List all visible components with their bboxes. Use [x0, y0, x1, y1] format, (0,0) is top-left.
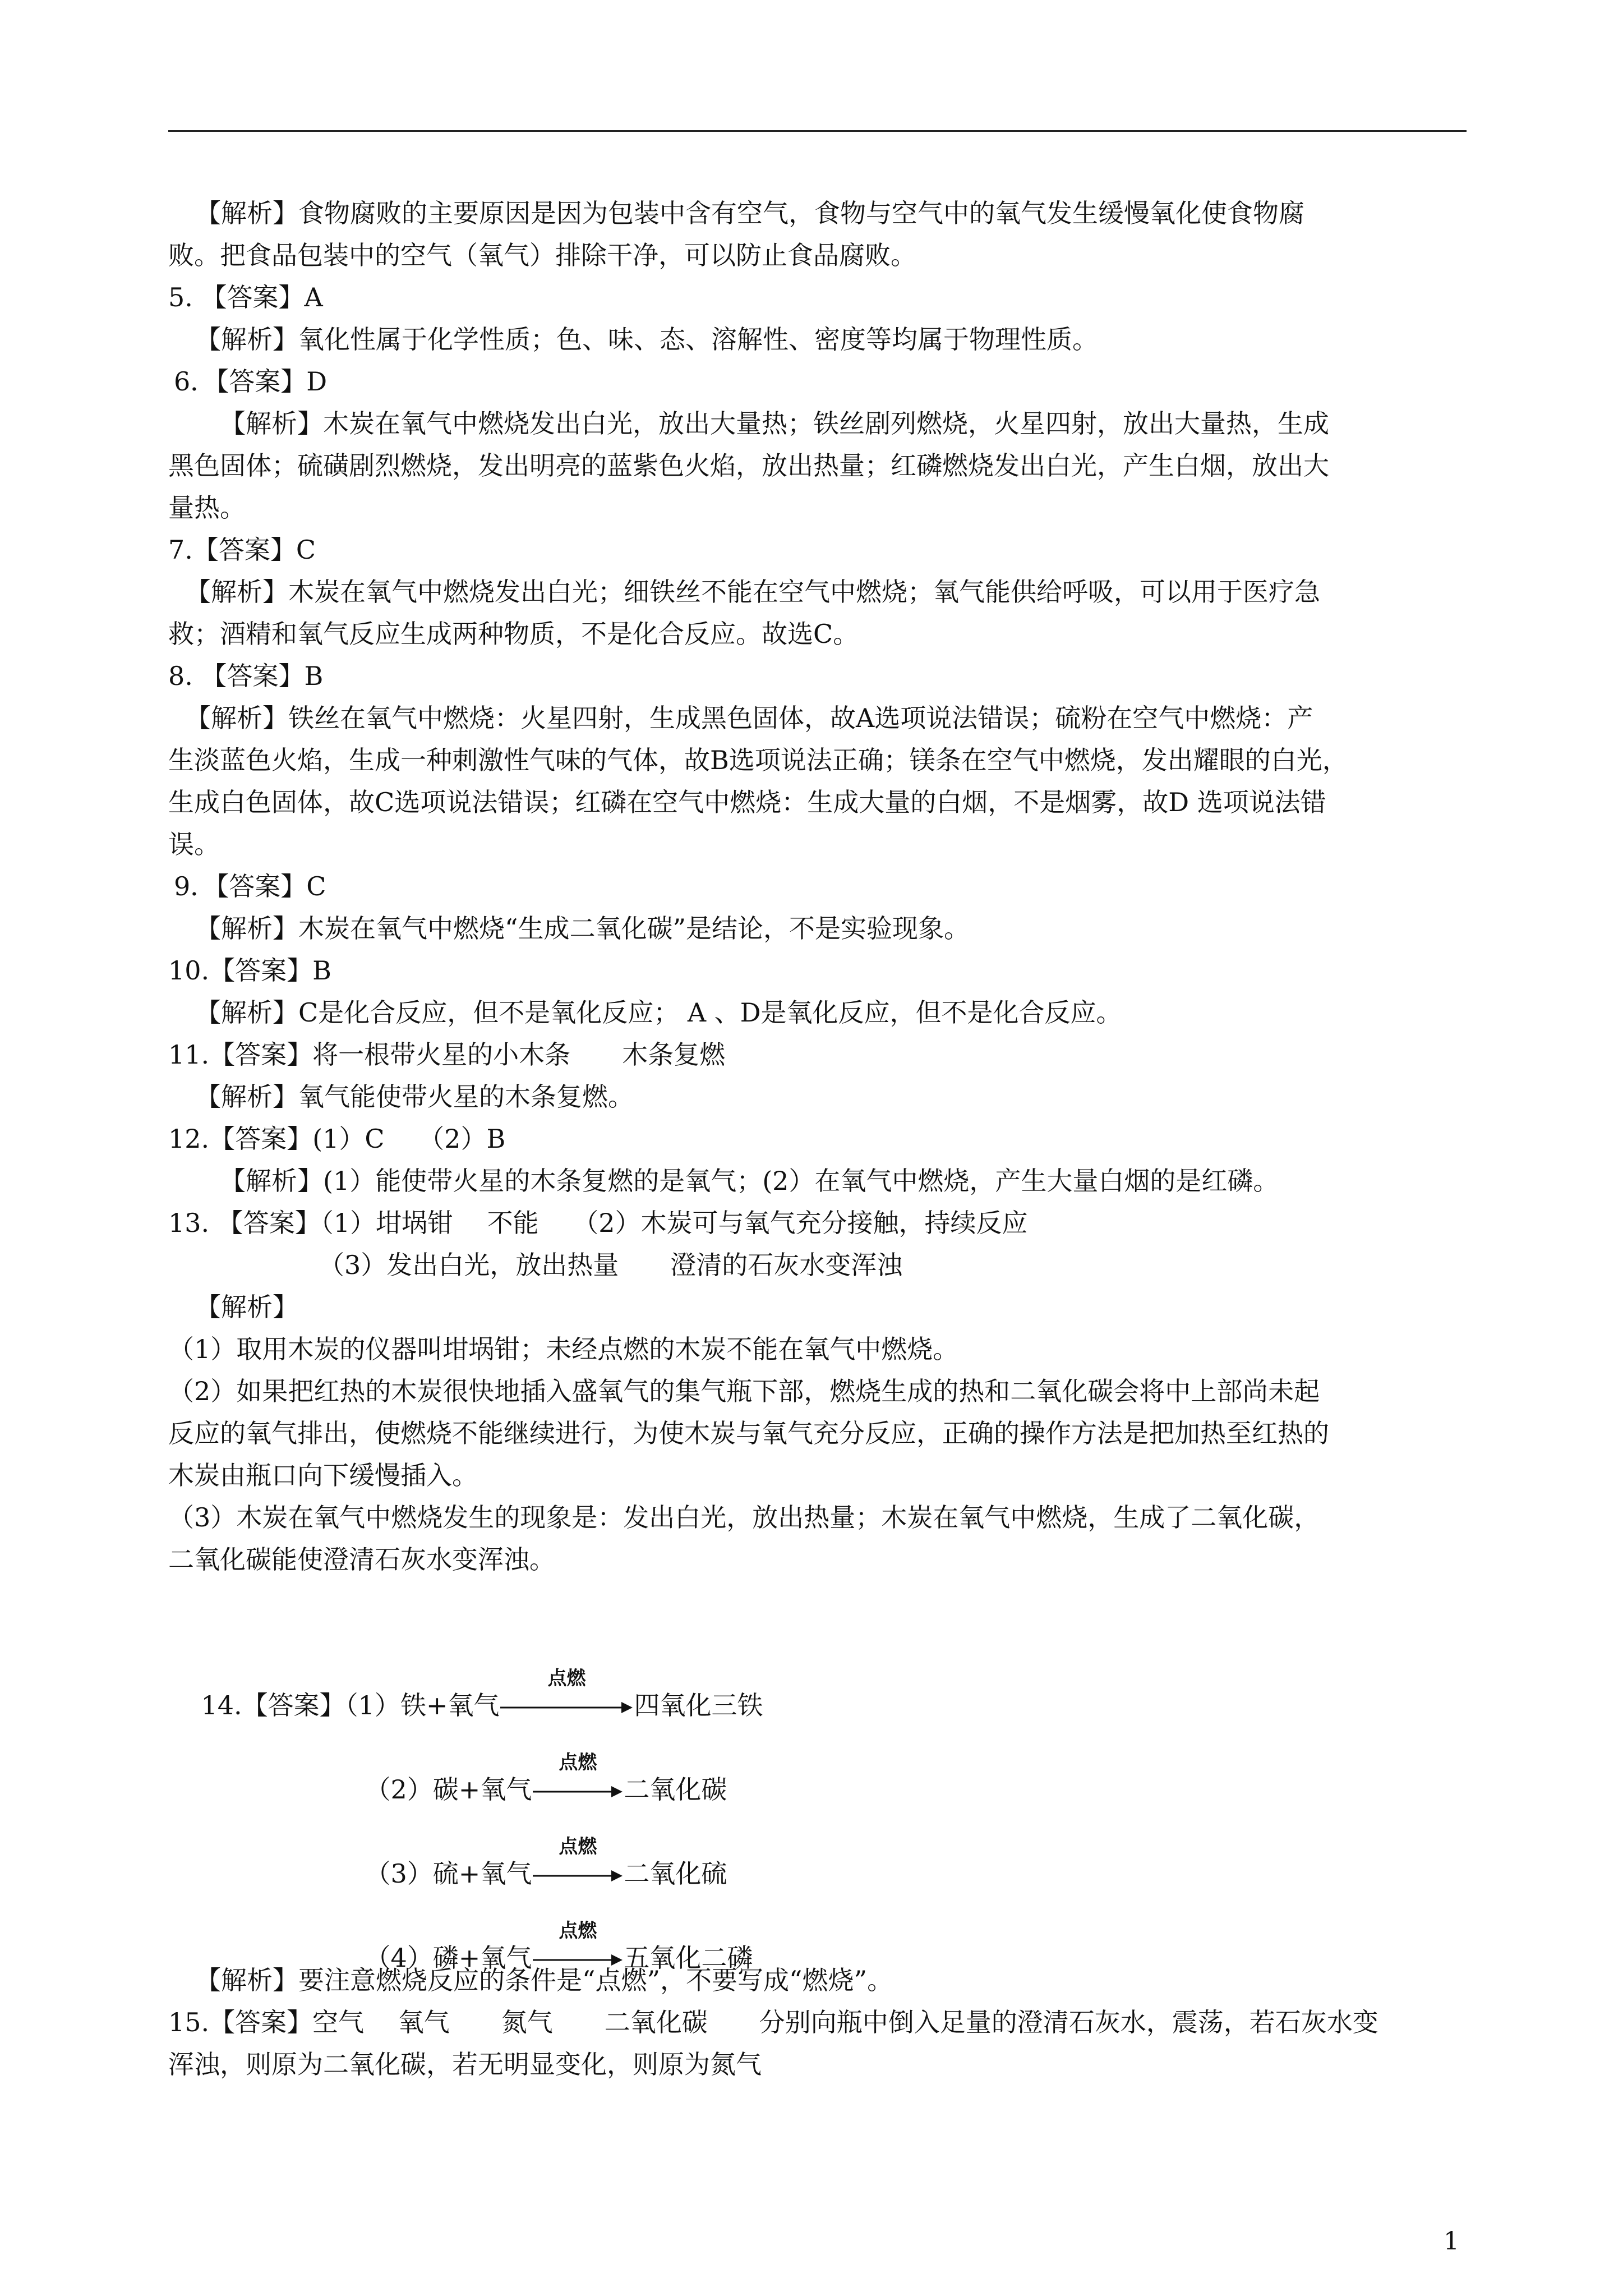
- text-line: 15.【答案】空气 氧气 氮气 二氧化碳 分别向瓶中倒入足量的澄清石灰水，震荡，若石灰水变: [168, 2007, 1378, 2037]
- reaction-number: （4）: [365, 1943, 433, 1973]
- text-line: 救；酒精和氧气反应生成两种物质，不是化合反应。故选C。: [168, 619, 859, 649]
- product: 二氧化碳: [624, 1774, 727, 1805]
- condition-label: 点燃: [559, 1835, 597, 1858]
- text-line: 5. 【答案】A: [168, 282, 323, 312]
- condition-label: 点燃: [559, 1920, 597, 1942]
- text-line: 11.【答案】将一根带火星的小木条 木条复燃: [168, 1039, 726, 1070]
- text-line: 6．【答案】D: [174, 366, 328, 397]
- text-line: （2）如果把红热的木炭很快地插入盛氧气的集气瓶下部，燃烧生成的热和二氧化碳会将中上部尚未起: [168, 1376, 1320, 1406]
- condition-label: 点燃: [559, 1751, 597, 1774]
- reactants: 铁+氧气: [400, 1690, 500, 1720]
- reactants: 磷+氧气: [432, 1943, 532, 1973]
- arrow-icon: [532, 1867, 624, 1884]
- text-line: 【解析】木炭在氧气中燃烧“生成二氧化碳”是结论，不是实验现象。: [195, 913, 970, 944]
- text-line: （1）取用木炭的仪器叫坩埚钳；未经点燃的木炭不能在氧气中燃烧。: [168, 1334, 959, 1364]
- text-line: 【解析】木炭在氧气中燃烧发出白光；细铁丝不能在空气中燃烧；氧气能供给呼吸，可以用于医疗急: [185, 577, 1320, 607]
- text-line: 黑色固体；硫磺剧烈燃烧，发出明亮的蓝紫色火焰，放出热量；红磷燃烧发出白光，产生白烟，放出大: [168, 450, 1329, 481]
- text-line: 【解析】食物腐败的主要原因是因为包装中含有空气，食物与空气中的氧气发生缓慢氧化使食物腐: [195, 198, 1304, 228]
- text-line: 【解析】铁丝在氧气中燃烧：火星四射，生成黑色固体，故A选项说法错误；硫粉在空气中燃烧：产: [185, 703, 1313, 733]
- text-line: 12.【答案】(1）C （2）B: [168, 1124, 506, 1154]
- product: 四氧化三铁: [634, 1690, 763, 1720]
- arrow-icon: [499, 1699, 634, 1716]
- reaction-number: （3）: [365, 1858, 433, 1889]
- text-line: 【解析】氧气能使带火星的木条复燃。: [195, 1082, 634, 1112]
- text-line: 【解析】木炭在氧气中燃烧发出白光，放出大量热；铁丝剧列燃烧，火星四射，放出大量热，生成: [220, 408, 1329, 439]
- text-line: 13. 【答案】（1）坩埚钳 不能 （2）木炭可与氧气充分接触，持续反应: [168, 1208, 1028, 1238]
- text-line: 【解析】要注意燃烧反应的条件是“点燃”，不要写成“燃烧”。: [195, 1965, 893, 1995]
- text-line: 二氧化碳能使澄清石灰水变浑浊。: [168, 1544, 555, 1575]
- text-line: 生成白色固体，故C选项说法错误；红磷在空气中燃烧：生成大量的白烟，不是烟雾，故D 选项说法错: [168, 787, 1326, 817]
- text-line: （3）木炭在氧气中燃烧发生的现象是：发出白光，放出热量；木炭在氧气中燃烧，生成了二氧化碳，: [168, 1502, 1320, 1533]
- reactants: 碳+氧气: [432, 1774, 532, 1805]
- text-line: 10.【答案】B: [168, 955, 331, 986]
- text-line: 【解析】: [195, 1292, 298, 1322]
- text-line: 【解析】(1）能使带火星的木条复燃的是氧气；(2）在氧气中燃烧，产生大量白烟的是红磷。: [220, 1166, 1279, 1196]
- text-line: 木炭由瓶口向下缓慢插入。: [168, 1460, 478, 1490]
- answer-prefix: 14.【答案】: [201, 1690, 345, 1720]
- reaction-arrow: [499, 1667, 634, 1722]
- page-number: 1: [1444, 2227, 1459, 2256]
- text-line: 误。: [168, 829, 220, 859]
- product: 五氧化二磷: [624, 1943, 753, 1973]
- reaction-arrow: [532, 1751, 624, 1806]
- text-line: 【解析】C是化合反应，但不是氧化反应； A 、D是氧化反应，但不是化合反应。: [195, 997, 1122, 1028]
- reactants: 硫+氧气: [432, 1858, 532, 1889]
- text-line: 生淡蓝色火焰，生成一种刺激性气味的气体，故B选项说法正确；镁条在空气中燃烧，发出耀眼的白光，: [168, 745, 1348, 775]
- arrow-icon: [532, 1783, 624, 1800]
- header-rule: [168, 130, 1467, 132]
- condition-label: 点燃: [547, 1667, 586, 1690]
- reaction-arrow: [532, 1835, 624, 1890]
- text-line: 败。把食品包装中的空气（氧气）排除干净，可以防止食品腐败。: [168, 240, 916, 270]
- text-line: 7.【答案】C: [168, 535, 316, 565]
- text-line: 反应的氧气排出，使燃烧不能继续进行，为使木炭与氧气充分反应，正确的操作方法是把加热至红热的: [168, 1418, 1329, 1448]
- reaction-number: （2）: [365, 1774, 433, 1805]
- text-line: 9．【答案】C: [174, 871, 326, 901]
- text-line: 【解析】氧化性属于化学性质；色、味、态、溶解性、密度等均属于物理性质。: [195, 324, 1098, 355]
- text-line: 8. 【答案】B: [168, 661, 324, 691]
- text-line: （3）发出白光，放出热量 澄清的石灰水变浑浊: [319, 1250, 903, 1280]
- reaction-number: （1）: [345, 1690, 400, 1720]
- text-line: 浑浊，则原为二氧化碳，若无明显变化，则原为氮气: [168, 2049, 762, 2079]
- product: 二氧化硫: [624, 1858, 727, 1889]
- text-line: 量热。: [168, 493, 246, 523]
